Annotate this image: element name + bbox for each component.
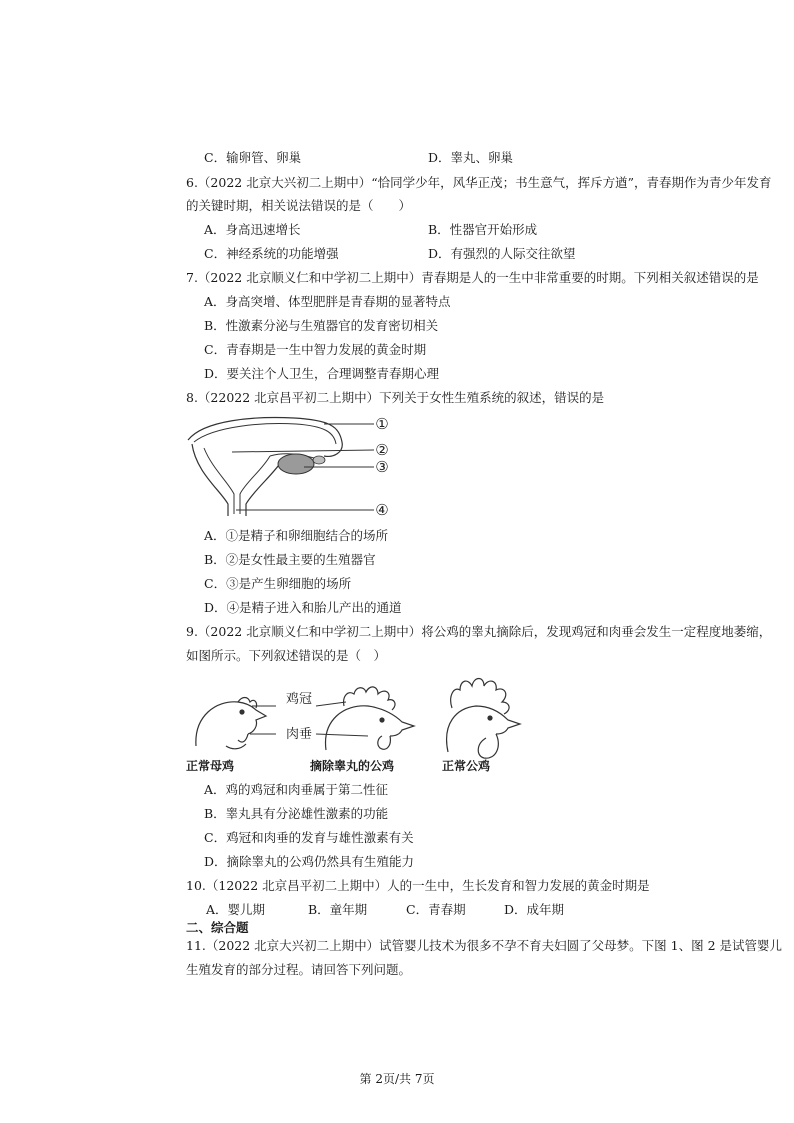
label-1-marker [375,415,389,433]
q7-option-c: C．青春期是一生中智力发展的黄金时期 [204,342,427,357]
q7-stem: 7.（2022 北京顺义仁和中学初二上期中）青春期是人的一生中非常重要的时期。下列相关叙述错误的是 [186,270,759,285]
label-comb: 鸡冠 [286,692,313,707]
q10-option-c: C．青春期 [406,902,466,917]
q10-stem: 10.（12022 北京昌平初二上期中）人的一生中，生长发育和智力发展的黄金时期是 [186,878,650,893]
q6-stem-line1: 6.（2022 北京大兴初二上期中）“恰同学少年，风华正茂；书生意气，挥斥方遒”，青春期作为青少年发育 [186,175,772,190]
q10-option-b: B．童年期 [308,902,368,917]
q7-option-d: D．要关注个人卫生，合理调整青春期心理 [204,366,440,381]
q8-option-c: C．③是产生卵细胞的场所 [204,576,352,591]
q11-stem-line1: 11.（2022 北京大兴初二上期中）试管婴儿技术为很多不孕不育夫妇圆了父母梦。下图 1、图 2 是试管婴儿 [186,938,782,953]
svg-text:④: ④ [375,501,389,519]
label-4-marker [375,501,389,519]
q9-option-d: D．摘除睾丸的公鸡仍然具有生殖能力 [204,854,415,869]
rooster-drawing [447,679,520,759]
svg-text:③: ③ [375,458,389,476]
q6-option-b: B．性器官开始形成 [428,222,538,237]
female-reproductive-diagram [184,412,404,522]
q8-option-a: A．①是精子和卵细胞结合的场所 [204,528,389,543]
label-wattle: 肉垂 [286,727,313,742]
capon-drawing [326,687,414,750]
svg-text:①: ① [375,415,389,433]
q11-stem-line2: 生殖发育的部分过程。请回答下列问题。 [186,962,412,977]
q7-option-a: A．身高突增、体型肥胖是青春期的显著特点 [204,294,451,309]
hen-drawing [196,698,266,749]
q5-option-d: D．睾丸、卵巢 [428,150,514,165]
q9-option-c: C．鸡冠和肉垂的发育与雄性激素有关 [204,830,414,845]
section-2-title: 二、综合题 [186,920,249,935]
q7-option-b: B．性激素分泌与生殖器官的发育密切相关 [204,318,439,333]
q9-option-b: B．睾丸具有分泌雄性激素的功能 [204,806,389,821]
q9-stem-line2: 如图所示。下列叙述错误的是（ ） [186,648,387,663]
q6-option-c: C．神经系统的功能增强 [204,246,339,261]
q5-option-c: C．输卵管、卵巢 [204,150,302,165]
q10-option-a: A．婴儿期 [206,902,266,917]
caption-rooster: 正常公鸡 [442,759,491,773]
page-number: 第 2页/共 7页 [359,1072,435,1086]
q8-option-d: D．④是精子进入和胎儿产出的通道 [204,600,402,615]
q6-option-d: D．有强烈的人际交往欲望 [428,246,576,261]
q6-stem-line2: 的关键时期，相关说法错误的是（ ） [186,198,412,213]
label-2-marker [375,441,389,459]
caption-capon: 摘除睾丸的公鸡 [310,759,395,773]
q9-option-a: A．鸡的鸡冠和肉垂属于第二性征 [204,782,389,797]
q9-stem-line1: 9.（2022 北京顺义仁和中学初二上期中）将公鸡的睾丸摘除后，发现鸡冠和肉垂会发生一定程度地萎缩， [186,624,772,639]
q10-option-d: D．成年期 [504,902,565,917]
q8-option-b: B．②是女性最主要的生殖器官 [204,552,376,567]
q8-stem: 8.（22022 北京昌平初二上期中）下列关于女性生殖系统的叙述，错误的是 [186,390,605,405]
svg-text:②: ② [375,441,389,459]
caption-hen: 正常母鸡 [186,759,235,773]
q6-option-a: A．身高迅速增长 [204,222,301,237]
label-3-marker [375,458,389,476]
